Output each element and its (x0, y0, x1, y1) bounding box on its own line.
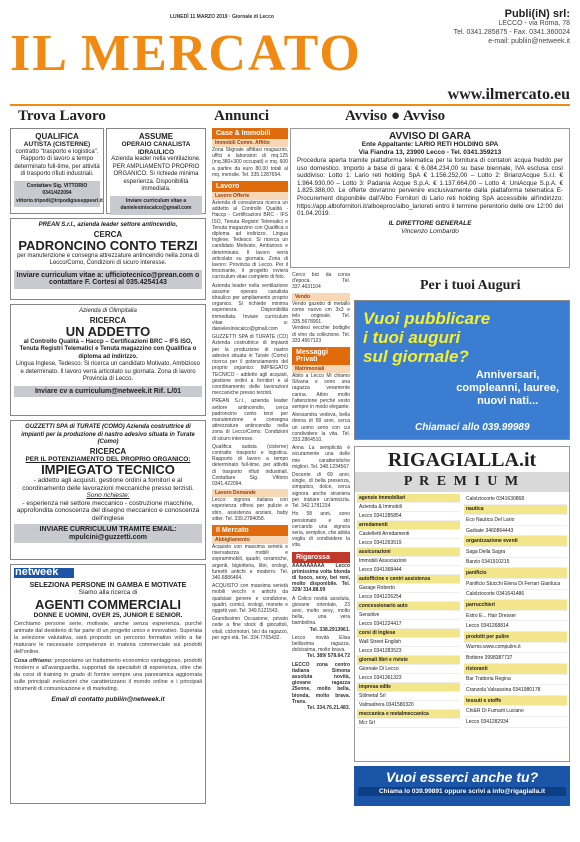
directory-col-2 (464, 494, 567, 728)
directory-cell: Sensitive (357, 611, 460, 620)
netweek-headline: SELEZIONA PERSONE IN GAMBA E MOTIVATE (29, 581, 187, 589)
footer-banner[interactable] (354, 766, 570, 806)
ad-title: RICERCA (89, 315, 127, 325)
netweek-logo: netweek (14, 568, 74, 578)
gara-line1: Ente Appaltante: LARIO RETI HOLDING SPA (361, 141, 499, 148)
directory-cell: Immobili Associazioni (357, 557, 460, 566)
directory-cell: Lecco 0341224417 (357, 620, 460, 629)
directory-entry (464, 610, 567, 621)
directory-entry (357, 647, 460, 656)
directory-cell: Wurms.www.compulire.it (464, 642, 567, 653)
directory-category (357, 548, 460, 557)
netweek-email[interactable]: Email di contatto publiin@netweek.it (51, 696, 165, 703)
netweek-offer: proponiamo un trattamento economico vantaggioso, prodotti moderni e all'avanguardia, supportati da specialisti di esperienza, oltre che da corsi di training in grado di fornire sempre una panoramica aggiornata sulle principali evoluzioni che caratterizzano il mondo online e i principali strumenti di comunicazione e di marketing. (14, 658, 202, 692)
masthead-title: IL MERCATO (10, 25, 362, 82)
ad-title: CERCA (93, 229, 123, 239)
directory-cell: ristoranti (464, 663, 567, 674)
directory-cell: Lecco 0341263519 (357, 539, 460, 548)
directory-cell: nautica (464, 504, 567, 515)
directory-category (464, 568, 567, 579)
publisher-address: LECCO - via Roma, 78 (498, 20, 570, 27)
ad-subtitle: PADRONCINO CONTO TERZI (18, 237, 198, 253)
netweek-title: AGENTI COMMERCIALI (35, 596, 181, 612)
section-per-i-tuoi-auguri: Per i tuoi Auguri (420, 278, 521, 293)
classified-subheading: Lavoro Offerte (212, 192, 288, 200)
rigagialla-premium (354, 446, 570, 762)
netweek-offer-label: Cosa offriamo: (14, 658, 53, 664)
classified-text: Abito a Lecco Mi chiamo Silvana e sono una ragazza veramente carina. Attiro molto l'attenzione perché vesto sempre in modo elegante. (292, 373, 350, 411)
directory-entry (357, 611, 460, 620)
directory-cell: Lecco 0341368444 (357, 566, 460, 575)
classified-text: Lecco: signora italiana con esperienza offresi per pulizie e stiro, assistenza anziani, baby sitter. Tel. 339.2784058. (212, 497, 288, 522)
directory-cell: Lecco 0341282934 (464, 717, 567, 728)
netweek-body: Cerchiamo persone serie, motivate, anche senza esperienza, purché animate dal desiderio di far parte di un progetto unico e innovativo. Superata la selezione valutativa, sarà proposto un percorso formativo volto a far maturare le necessarie competenze in materia commerciale sui prodotti dell'online. (14, 621, 202, 655)
directory-cell: Valmadrera 0341580320 (357, 701, 460, 710)
auguri-line3: sul giornale? (363, 347, 469, 366)
directory-cell: Eco Nautica Del Lario (464, 515, 567, 526)
directory-entry (464, 547, 567, 558)
classified-text: Vendo gazebo di metallo come nuovo cm 3x3 e telo originale. Tel. 335.5678901. (292, 300, 350, 326)
netweek-subline: Siamo alla ricerca di (78, 589, 138, 596)
rigagialla-logo: RIGAGIALLA.it (387, 449, 537, 471)
job-subtitle: AUTISTA (CISTERNE) (23, 141, 91, 148)
classified-text: A Colico novità assoluta, giovane orientale, 23 anni, molto sexy, molto bella, una vera bambolina. (292, 595, 350, 627)
section-annunci: Annunci (214, 108, 270, 124)
section-avviso: Avviso ● Avviso (345, 108, 446, 124)
auguri-line1: Vuoi pubblicare (363, 309, 491, 328)
directory-entry (464, 706, 567, 717)
classified-phone: Tel. 389/ 578.64.72 (307, 653, 350, 660)
directory-entry (357, 719, 460, 728)
ad-body2: - esperienza nel settore meccanico - costruzione macchine, approfondita conoscenza del disegno meccanico e conoscenza dell'inglese (16, 499, 200, 522)
classified-text: ACQUISTO con massima serietà mobili vecchi e antichi da qualsiasi genere e condizione, quadri, cornici, orologi, monete e oggetti vari. Tel. 349.5121543. (212, 583, 288, 614)
classified-text: Anna La semplicità è sicuramente una delle mie caratteristiche migliori. Tel. 348.1234567 (292, 445, 350, 470)
classified-heading: Case & Immobili (212, 128, 288, 139)
classified-text: Alessandra vedova, bella donna di 58 anni, cerca un uomo serio con cui condividere la vita. Tel. 333.2864510. (292, 412, 350, 444)
rigagialla-premium-label: P R E M I U M (355, 472, 569, 492)
directory-cell: agenzie immobiliari (357, 494, 460, 503)
directory-entry (357, 620, 460, 629)
job-ad-canalista (106, 128, 206, 214)
classified-subheading: Vendo (292, 293, 350, 301)
directory-category (464, 695, 567, 706)
directory-entry (357, 665, 460, 674)
classified-subheading: Abbigliamento (212, 536, 288, 544)
directory-entry (357, 584, 460, 593)
classified-text: GUZZETTI SPA di TURATE (CO) Azienda costruttrice di impianti per la produzione di nastro adesivo situata in Turate (Como) ricerca per il potenziamento del proprio organico: IMPIEGATO TECNICO - addetto agli acquisti, gestione ordini a fornitori e al coordinamento delle lavorazioni meccaniche presso terzisti. (212, 334, 288, 397)
ad-role: IMPIEGATO TECNICO (41, 462, 175, 477)
ad-intro: Azienda di Olimpitalia (79, 308, 137, 314)
classified-text: Azienda di consulenza ricerca un addetto al Controllo Qualità - Haccp - Certificazioni BRC - IFS ISO, Tenuta Registri Telematici e Tenuta magazzino con Qualifica o diploma ad indirizzo. Lingua Inglese, Tedesco. Si ricerca un candidato Motivato, Ambizioso e determinato. Il lavoro verrà articolato su giornata. Zona di lavoro: Provincia di Lecco. Per il tirocinante, il progetto invierà curriculum vitae completo di foto. (212, 200, 288, 281)
classified-heading: Messaggi Privati (292, 347, 350, 365)
classified-subheading: Immobili Comm. Affitto (212, 139, 288, 147)
directory-cell: Barzio 0341910215 (464, 557, 567, 568)
classified-text: Lecco novità Elisa bellissima ragazza, dolcissima, molto brava. (292, 634, 350, 654)
directory-category (464, 632, 567, 643)
directory-category (357, 602, 460, 611)
masthead-rule (10, 104, 570, 106)
classified-text: Vendesi vecchie bottiglie di vino da collezione. Tel. 333.4567123 (292, 325, 350, 344)
directory-cell: Chi&R Di Fumarti Luciano (464, 706, 567, 717)
auguri-banner[interactable] (354, 300, 570, 440)
classified-phone: Tel. 338.2913961. (309, 626, 350, 633)
avviso-di-gara (290, 128, 570, 268)
classified-text: LECCO zona centro italiana Simona assoluta novità, giovane ragazza 25enne, molto bella, bionda, molto brava. Trans. (292, 661, 350, 705)
directory-cell: Giornale Di Lecco (357, 665, 460, 674)
classified-subheading: Matrimoniali (292, 365, 350, 373)
publisher-firm: Publi(iN) srl: (504, 8, 570, 20)
ad-title: RICERCA (89, 446, 127, 456)
gara-title: AVVISO DI GARA (388, 131, 472, 142)
directory-cell: Wall Street English (357, 638, 460, 647)
directory-entry (357, 638, 460, 647)
directory-entry (357, 692, 460, 701)
ad-contact[interactable]: INVIARE CURRICULUM TRAMITE EMAIL: mpulcini@guzzetti.com (14, 524, 202, 543)
netweek-who: DONNE E UOMINI, OVER 25, JUNIOR E SENIOR. (33, 611, 183, 619)
directory-entry (464, 653, 567, 664)
directory-cell: organizzazione eventi (464, 536, 567, 547)
classified-text: Cerco bici da corsa d'epoca. Tel. 337.4631104 (292, 272, 350, 291)
ad-requirements-label: Sono richieste: (86, 492, 130, 499)
ad-contact[interactable]: Inviare curriculum vitae a: ufficiotecnico@prean.com o contattare F. Cortesi al 035.4254143 (14, 270, 202, 289)
classified-text: Azienda leader nella ventilazione assume operaio canalista idraulico per ampliamento proprio organico. Si richiede minima esperienza. Disponibilità immediata. Inviare curriculum vitae a: danielesiniscalco@gmail.com (212, 282, 288, 333)
directory-cell: panificio (464, 568, 567, 579)
directory-entry (357, 503, 460, 512)
directory-entry (464, 578, 567, 589)
classified-text: Zona Stignate affittasi magazzini, uffici e laboratori di mq.125 (mq.380+300 occupati) e mq. 600 a partire da euro 80,00 totali al mq. mensile. Tel. 335.1287654. (212, 147, 288, 178)
directory-cell: Azienda & Immobili (357, 503, 460, 512)
directory-cell: Stilmetal Srl (357, 692, 460, 701)
section-trova-lavoro: Trova Lavoro (18, 108, 106, 124)
directory-cell: impresa edile (357, 683, 460, 692)
directory-category (357, 494, 460, 503)
directory-entry (464, 621, 567, 632)
classified-heading: Rigarossa (292, 552, 350, 563)
directory-cell: Calolziocorte 0341641486 (464, 589, 567, 600)
auguri-call[interactable]: Chiamaci allo 039.99989 (415, 422, 530, 433)
classified-text: Grandissimo Occasione, privato cede a fine stock di giocattoli, vitali, ciclomotori, bici da ragazzo, per ogni età. Tel. 334.7765432. (212, 616, 288, 641)
directory-cell: corsi di inglese (357, 629, 460, 638)
publisher-info (454, 10, 570, 46)
directory-category (357, 521, 460, 530)
directory-entry (357, 674, 460, 683)
ad-intro: GUZZETTI SPA di TURATE (COMO) Azienda costruttrice di impianti per la produzione di nastro adesivo situata in Turate (Como) (21, 424, 195, 445)
netweek-ad (10, 564, 206, 804)
gara-sign2: Vincenzo Lombardo (401, 227, 459, 235)
directory-cell: concessionario auto (357, 602, 460, 611)
directory-entry (464, 685, 567, 696)
directory-entry (464, 525, 567, 536)
dateline: LUNEDÌ 11 MARZO 2019 · Giornale di Lecco (170, 14, 274, 20)
site-url[interactable]: www.ilmercato.eu (447, 86, 570, 103)
directory-entry (464, 515, 567, 526)
gara-line2: Via Fiandra 13, 23900 Lecco - Tel. 0341.359213 (358, 149, 502, 156)
directory-category (357, 629, 460, 638)
directory-category (464, 504, 567, 515)
directory-cell: Estro E... Hair Dresser (464, 610, 567, 621)
directory-cell: Mcr Srl (357, 719, 460, 728)
job-ad-prean (10, 218, 206, 300)
job-ad-guzzetti (10, 420, 206, 560)
directory-category (464, 663, 567, 674)
job-body: Azienda leader nella ventilazione. PER AMPLIAMENTO PROPRIO ORGANICO. Si richiede minima esperienza. Disponibilità immediata. (111, 156, 201, 192)
directory-entry (357, 539, 460, 548)
ad-body: per manutenzione e consegna attrezzature antincendio nella zona di Lecco/Como, Condizioni di sicuro interesse. (17, 252, 199, 266)
directory-entry (464, 494, 567, 504)
classified-text: Docente di 69 anni, single, di bella presenza, simpatico, dolce, cerca signora anche straniera per iniziare un'amicizia. Tel. 342.1781234 (292, 472, 350, 510)
directory-entry (357, 557, 460, 566)
directory-cell: Garage Roberto (357, 584, 460, 593)
auguri-line5: compleanni, lauree, (456, 382, 559, 394)
classified-text: AAAAAAAAA Lecco primissima volta bionda di fuoco, sexy, bei reni, molto disponibile. Tel. 329/ 314.88.09 (292, 562, 350, 594)
directory-entry (357, 593, 460, 602)
ad-subtitle: PER IL POTENZIAMENTO DEL PROPRIO ORGANICO: (25, 455, 191, 463)
directory-cell: Lecco 0341361323 (357, 674, 460, 683)
directory-entry (464, 674, 567, 685)
job-contact[interactable]: Inviare curriculum vitae a danielesiniscalco@gmail.com (110, 196, 202, 215)
directory-cell: Bar Trattoria Regina (464, 674, 567, 685)
directory-col-1 (357, 494, 460, 728)
footer-line2[interactable]: Chiama lo 039.99891 oppure scrivi a info@rigagialla.it (358, 787, 566, 796)
directory-cell: Lecco 0341268814 (464, 621, 567, 632)
classifieds-col-1 (212, 128, 288, 808)
classified-text: PREAN S.r.l., azienda leader settore antincendio, cerca padroncino conto terzi per manutenzione e consegna attrezzature antincendio nella zona di Lecco/Como. Condizioni di sicuro interesse. (212, 398, 288, 442)
job-body: contratto "trasporto e logistica". Rapporto di lavoro a tempo determinato full-time, per attività di trasporto rifiuti industriali. (14, 148, 100, 177)
directory-entry (464, 642, 567, 653)
classified-text: Acquisto con massima serietà e riservatezza mobili e soprammobili, quadri, ceramiche, argenti, bigiotteria, libri, orologi, fumetti antichi e moderni. Tel. 340.6886464. (212, 543, 288, 581)
directory-cell: Lecco 0341285854 (357, 512, 460, 521)
classifieds-col-2 (292, 272, 350, 808)
directory-entry (464, 717, 567, 728)
classified-text: Qualifica autista (cisterne) contratto trasporto e logistica. Rapporto di lavoro a tempo determinato full-time, per attività di trasporto rifiuti industriali. Contattare Sig. Vittorio 0341.422094. (212, 443, 288, 487)
directory-cell: giornali libri e riviste (357, 656, 460, 665)
auguri-line6: nuovi nati... (477, 395, 539, 407)
auguri-line2: i tuoi auguri (363, 328, 461, 347)
ad-intro: PREAN S.r.l., azienda leader settore antincendio, (38, 222, 178, 228)
directory-entry (357, 530, 460, 539)
directory-cell: meccanica e metalmeccanica (357, 710, 460, 719)
directory-entry (464, 557, 567, 568)
job-subtitle: OPERAIO CANALISTA IDRAULICO (121, 141, 191, 156)
job-title: ASSUME (138, 132, 174, 141)
classified-text: Ho 58 anni, sono pensionato e sto cercando una signora seria, semplice, che abbia voglia di condividere la vita. (292, 511, 350, 549)
classified-subheading: Lavoro Domande (212, 489, 288, 497)
ad-body: - addetto agli acquisti, gestione ordini a fornitori e al coordinamento delle lavorazioni meccaniche presso terzisti. (22, 477, 194, 492)
classified-heading: Lavoro (212, 181, 288, 192)
footer-line1: Vuoi esserci anche tu? (385, 769, 539, 785)
ad-body2: Lingua Inglese, Tedesco. Si ricerca un candidato Motivato, Ambizioso e determinato. Il lavoro verrà articolato su giornata. Zona di lavoro Provincia di Lecco. (16, 361, 200, 382)
directory-cell: Panificio Stucchi Elena Di Ferrari Gianluca (464, 578, 567, 589)
job-title: QUALIFICA (35, 132, 79, 141)
directory-entry (357, 512, 460, 521)
classified-phone: Tel. 334.76.21.483. (307, 704, 350, 711)
directory-cell: Garbate 3460864443 (464, 525, 567, 536)
directory-cell: Lecco 0341283523 (357, 647, 460, 656)
directory-category (357, 656, 460, 665)
directory-category (464, 536, 567, 547)
directory-category (357, 575, 460, 584)
ad-body: al Controllo Qualità – Haccp – Certificazioni BRC – IFS ISO, Tenuta Registri Telematici e Tenuta magazzino con Qualifica o diploma ad indirizzo. (19, 338, 197, 360)
ad-contact[interactable]: Inviare cv a curriculum@netweek.it Rif. L/01 (14, 386, 202, 398)
directory-category (464, 600, 567, 611)
directory-cell: tessuti e stoffe (464, 695, 567, 706)
directory-cell: autofficine e centri assistenza (357, 575, 460, 584)
classified-heading: Il Mercato (212, 525, 288, 536)
directory-cell: parrucchieri (464, 600, 567, 611)
directory-cell: prodotti per pulire (464, 632, 567, 643)
directory-entry (357, 566, 460, 575)
publisher-email[interactable]: e-mail: publiin@netweek.it (488, 38, 570, 45)
job-ad-addetto (10, 304, 206, 416)
directory-entry (464, 589, 567, 600)
directory-cell: Castelletti Arredamenti (357, 530, 460, 539)
ad-subtitle: UN ADDETTO (65, 323, 151, 339)
directory-cell: Saga Della Sagra (464, 547, 567, 558)
directory-category (357, 683, 460, 692)
job-ad-autista (10, 128, 104, 214)
directory-category (357, 710, 460, 719)
directory-cell: Bottiere 3998387737 (464, 653, 567, 664)
publisher-phone: Tel. 0341.285875 - Fax. 0341.360024 (453, 29, 570, 36)
gara-body: Procedura aperta tramite piattaforma telematica per la fornitura di contatori acqua freddo per uso domestico. Importo a base di gara: € 6.084.234,00 su base biennale, IVA esclusa così suddiviso: Lotto 1: Lario reti holding SpA € 1.156.252,00 – Lotto 2: BrianzAcque S.r.l. € 1.964.930,00 – Lotto 3: Padania Acque S.p.A. € 1.137.664,00 – Lotto 4: UniAcque S.p.A. € 1.825.388,00. Le offerte dovranno pervenire esclusivamente dalla piattaforma telematica E-Procurement disponibile dall'Albo Fornitori di Lario reti holding SpA accessibile all'indirizzo: https://app.albofornitori.it/alboeproc/albo_larioreti entro il termine perentorio delle ore 12:00 del 01.04.2019. (297, 157, 563, 218)
directory-cell: Lecco 0341226254 (357, 593, 460, 602)
directory-cell: assicurazioni (357, 548, 460, 557)
auguri-line4: Anniversari, (475, 369, 540, 381)
directory-cell: Calolziocorte 0341630868 (464, 494, 567, 504)
gara-sign1: IL DIRETTORE GENERALE (388, 219, 472, 227)
directory-cell: Cranzola Valsassina 0341980178 (464, 685, 567, 696)
job-contact[interactable]: Contattare Sig. VITTORIO 0341/422094 vittorio.tripodi@tripodigiuseppesrl.it (14, 181, 100, 208)
directory-entry (357, 701, 460, 710)
directory-cell: arredamenti (357, 521, 460, 530)
